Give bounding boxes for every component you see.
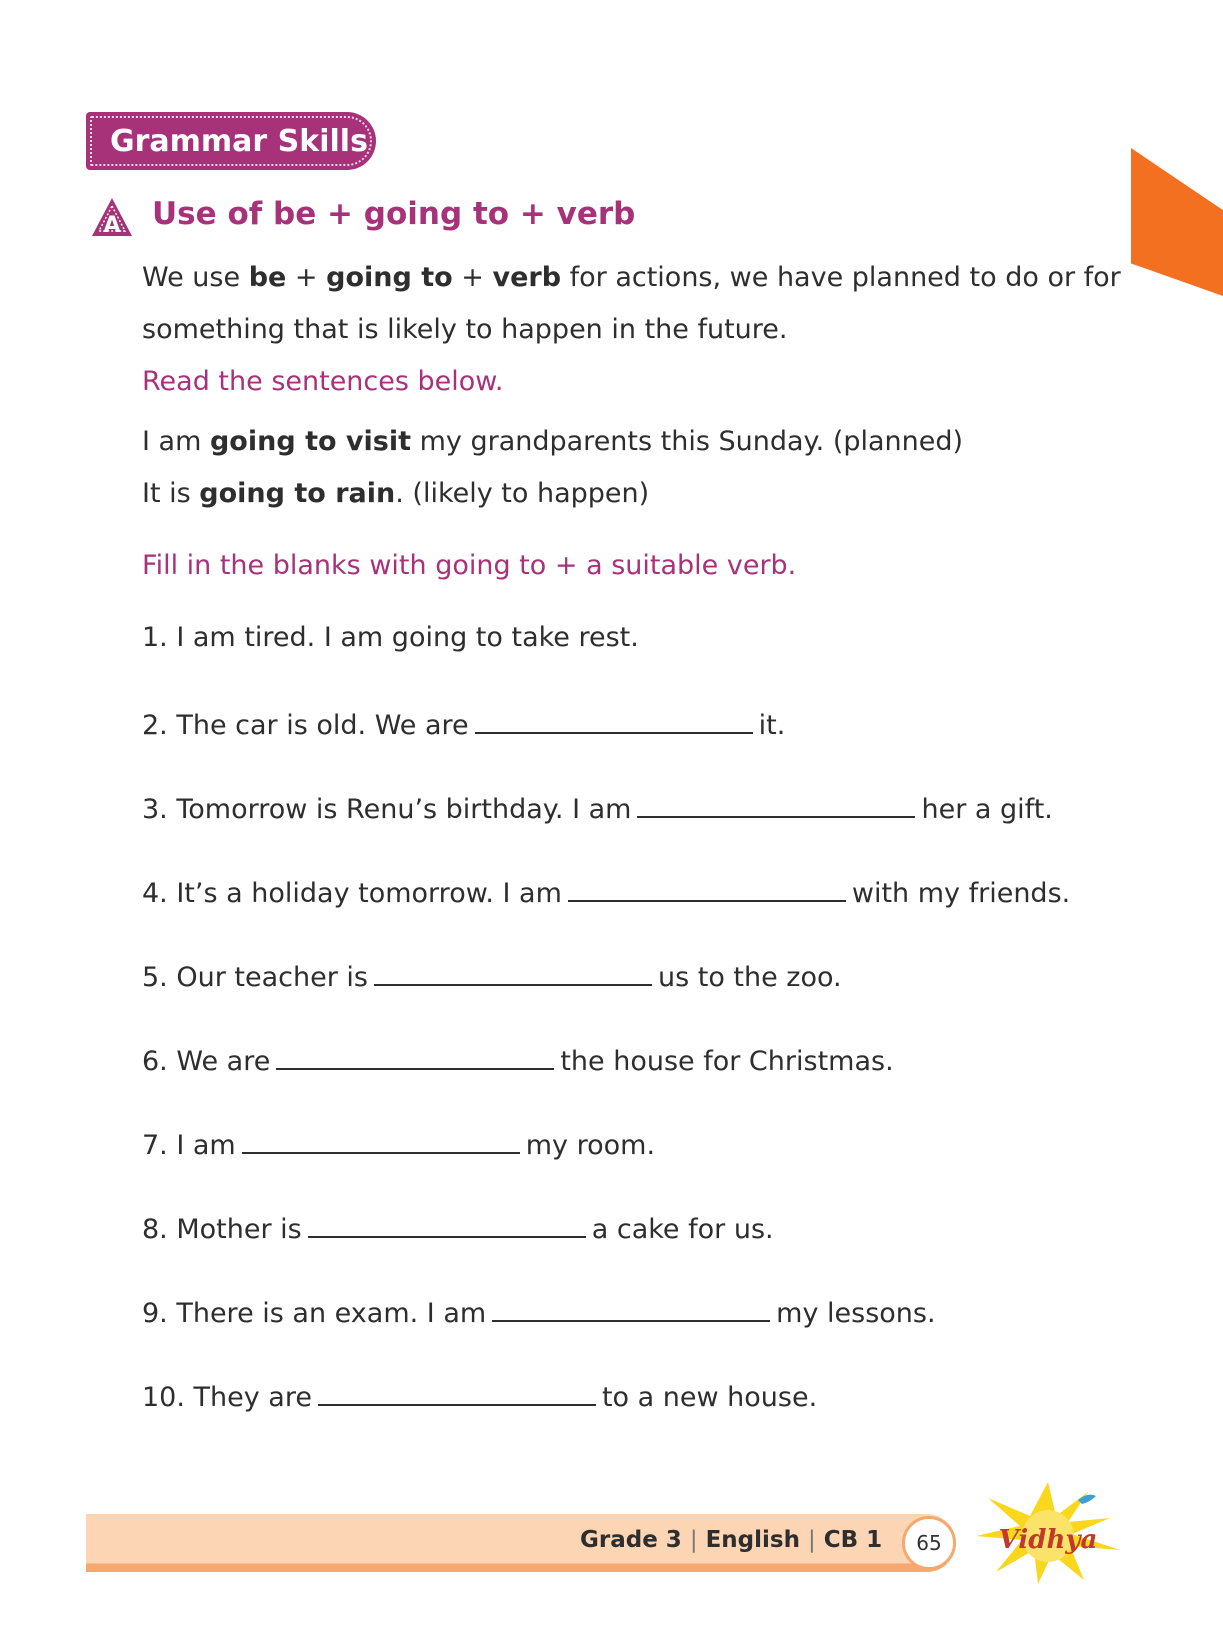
exercise-after: with my friends.: [851, 878, 1071, 909]
exercise-before: 9. There is an exam. I am: [142, 1298, 487, 1329]
answer-blank[interactable]: [318, 1378, 596, 1406]
section-badge-label: Grammar Skills: [90, 116, 372, 166]
corner-tab-decoration: [1131, 148, 1223, 296]
exercise-after: it.: [758, 710, 786, 741]
exercise-item: [142, 1378, 817, 1413]
footer-subject: English: [705, 1527, 800, 1553]
exercise-item: [142, 790, 1053, 825]
answer-blank[interactable]: [568, 874, 846, 902]
example-sentence: [142, 426, 963, 457]
exercise-after: her a gift.: [921, 794, 1053, 825]
instruction-fill: Fill in the blanks with going to + a suitable verb.: [142, 550, 797, 581]
example-post: . (likely to happen): [395, 478, 650, 509]
exercise-after: us to the zoo.: [657, 962, 842, 993]
exercise-item: [142, 958, 842, 993]
section-badge: [86, 112, 376, 170]
exercise-after: to a new house.: [601, 1382, 818, 1413]
example-pre: I am: [142, 426, 210, 457]
answer-blank[interactable]: [492, 1294, 770, 1322]
exercise-before: 2. The car is old. We are: [142, 710, 469, 741]
footer-book: CB 1: [823, 1527, 883, 1553]
answer-blank[interactable]: [242, 1126, 520, 1154]
intro-bold-be: be: [248, 262, 287, 293]
page-number: 65: [902, 1516, 956, 1570]
exercise-item: [142, 622, 639, 653]
intro-bold-verb: verb: [492, 262, 562, 293]
exercise-item: [142, 1210, 774, 1245]
intro-bold-going-to: going to: [326, 262, 453, 293]
example-bold: going to visit: [209, 426, 412, 457]
exercise-before: 4. It’s a holiday tomorrow. I am: [142, 878, 562, 909]
footer-separator: |: [807, 1527, 816, 1553]
exercise-after: my lessons.: [776, 1298, 936, 1329]
footer-info: [580, 1527, 882, 1553]
exercise-before: 6. We are: [142, 1046, 271, 1077]
activity-title: Use of be + going to + verb: [152, 196, 636, 232]
answer-blank[interactable]: [374, 958, 652, 986]
footer-grade: Grade 3: [580, 1527, 682, 1553]
exercise-item: [142, 874, 1070, 909]
exercise-item: [142, 1126, 655, 1161]
answer-blank[interactable]: [308, 1210, 586, 1238]
exercise-after: the house for Christmas.: [560, 1046, 894, 1077]
intro-text-1: We use: [142, 262, 249, 293]
intro-text-3: +: [452, 262, 493, 293]
exercise-item: [142, 706, 785, 741]
exercise-item: [142, 1294, 936, 1329]
example-post: my grandparents this Sunday. (planned): [411, 426, 964, 457]
answer-blank[interactable]: [276, 1042, 554, 1070]
exercise-before: 3. Tomorrow is Renu’s birthday. I am: [142, 794, 632, 825]
intro-text-2: +: [286, 262, 327, 293]
activity-letter-icon: [90, 196, 134, 240]
exercise-before: 5. Our teacher is: [142, 962, 368, 993]
exercise-before: 10. They are: [142, 1382, 312, 1413]
example-pre: It is: [142, 478, 200, 509]
activity-letter: A: [103, 213, 121, 238]
exercise-item: [142, 1042, 894, 1077]
footer-separator: |: [689, 1527, 698, 1553]
exercise-after: a cake for us.: [591, 1214, 774, 1245]
example-sentence: [142, 478, 649, 509]
intro-paragraph: [142, 252, 1132, 356]
bird-icon: [1078, 1495, 1096, 1504]
intro-text-4: for actions, we have planned to do or for something that is likely to happen in the future.: [142, 262, 1121, 345]
exercise-after: my room.: [525, 1130, 656, 1161]
exercise-text: 1. I am tired. I am going to take rest.: [142, 622, 639, 653]
exercise-before: 8. Mother is: [142, 1214, 302, 1245]
answer-blank[interactable]: [637, 790, 915, 818]
instruction-read: Read the sentences below.: [142, 366, 504, 397]
exercise-before: 7. I am: [142, 1130, 236, 1161]
logo-text: Vidhya: [998, 1525, 1098, 1555]
vidhya-logo: [960, 1478, 1136, 1588]
answer-blank[interactable]: [475, 706, 753, 734]
example-bold: going to rain: [199, 478, 396, 509]
